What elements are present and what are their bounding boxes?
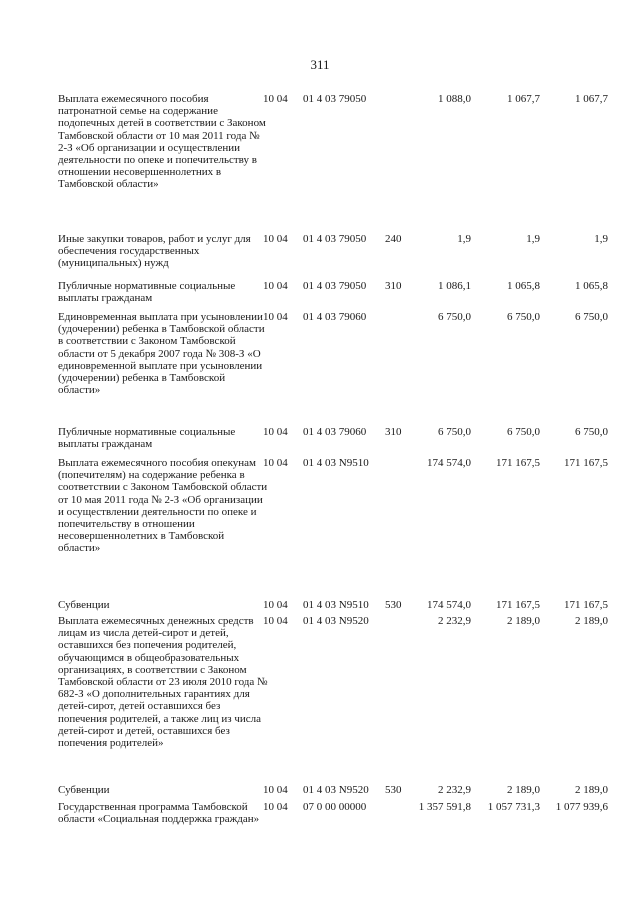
row-value-3: 1 065,8 <box>575 280 608 292</box>
row-target-code: 01 4 03 N9510 <box>303 599 369 611</box>
row-expense-type: 530 <box>385 599 402 611</box>
row-value-2: 171 167,5 <box>496 599 540 611</box>
row-target-code: 01 4 03 79050 <box>303 93 367 105</box>
row-value-3: 1 077 939,6 <box>555 801 608 813</box>
row-expense-type: 310 <box>385 280 402 292</box>
row-section: 10 04 <box>263 784 288 796</box>
row-value-3: 1,9 <box>594 233 608 245</box>
row-section: 10 04 <box>263 233 288 245</box>
row-description: Субвенции <box>58 784 110 796</box>
row-section: 10 04 <box>263 93 288 105</box>
row-value-3: 171 167,5 <box>564 599 608 611</box>
row-section: 10 04 <box>263 426 288 438</box>
row-value-3: 1 067,7 <box>575 93 608 105</box>
row-target-code: 01 4 03 79060 <box>303 311 367 323</box>
row-value-1: 6 750,0 <box>438 311 471 323</box>
row-description: Выплата ежемесячного пособия опекунам (попечителям) на содержание ребенка в соответствии с Законом Тамбовской области от 10 мая 2011 года № 2-З «Об организации и осуществлении деятельности по опеке и попечительству в отношении несовершеннолетних в Тамбовской области» <box>58 457 268 555</box>
row-value-1: 1 088,0 <box>438 93 471 105</box>
row-value-1: 1 086,1 <box>438 280 471 292</box>
row-section: 10 04 <box>263 599 288 611</box>
row-value-1: 2 232,9 <box>438 784 471 796</box>
row-description: Государственная программа Тамбовской области «Социальная поддержка граждан» <box>58 801 260 826</box>
row-value-1: 2 232,9 <box>438 615 471 627</box>
row-section: 10 04 <box>263 801 288 813</box>
row-value-1: 1,9 <box>457 233 471 245</box>
row-description: Публичные нормативные социальные выплаты гражданам <box>58 426 236 451</box>
row-description: Выплата ежемесячного пособия патронатной семье на содержание подопечных детей в соответствии с Законом Тамбовской области от 10 мая 2011 года № 2-З «Об организации и осуществлении деятельности по опеке и попечительству в отношении несовершеннолетних в Тамбовской области» <box>58 93 266 191</box>
row-target-code: 01 4 03 N9510 <box>303 457 369 469</box>
row-value-1: 1 357 591,8 <box>418 801 471 813</box>
row-target-code: 01 4 03 N9520 <box>303 784 369 796</box>
row-expense-type: 240 <box>385 233 402 245</box>
row-section: 10 04 <box>263 615 288 627</box>
row-target-code: 01 4 03 N9520 <box>303 615 369 627</box>
row-value-3: 2 189,0 <box>575 784 608 796</box>
row-value-3: 6 750,0 <box>575 426 608 438</box>
row-value-1: 174 574,0 <box>427 457 471 469</box>
row-value-2: 1 065,8 <box>507 280 540 292</box>
row-value-2: 1 067,7 <box>507 93 540 105</box>
row-description: Иные закупки товаров, работ и услуг для обеспечения государственных (муниципальных) нужд <box>58 233 251 270</box>
row-section: 10 04 <box>263 457 288 469</box>
row-value-1: 174 574,0 <box>427 599 471 611</box>
row-description: Публичные нормативные социальные выплаты гражданам <box>58 280 236 305</box>
row-value-2: 6 750,0 <box>507 426 540 438</box>
page-number: 311 <box>310 57 330 72</box>
row-value-3: 2 189,0 <box>575 615 608 627</box>
row-target-code: 01 4 03 79050 <box>303 280 367 292</box>
row-description: Субвенции <box>58 599 110 611</box>
row-target-code: 01 4 03 79050 <box>303 233 367 245</box>
row-expense-type: 530 <box>385 784 402 796</box>
row-value-3: 6 750,0 <box>575 311 608 323</box>
row-value-2: 1,9 <box>526 233 540 245</box>
row-value-2: 1 057 731,3 <box>487 801 540 813</box>
row-section: 10 04 <box>263 280 288 292</box>
row-value-2: 6 750,0 <box>507 311 540 323</box>
row-value-1: 6 750,0 <box>438 426 471 438</box>
row-section: 10 04 <box>263 311 288 323</box>
row-description: Единовременная выплата при усыновлении (удочерении) ребенка в Тамбовской области в соответствии с Законом Тамбовской области от 5 декабря 2007 года № 308-З «О единовременной выплате при усыновлении (удочерении) ребенка в Тамбовской области» <box>58 311 265 397</box>
row-value-2: 2 189,0 <box>507 615 540 627</box>
row-target-code: 07 0 00 00000 <box>303 801 367 813</box>
row-value-3: 171 167,5 <box>564 457 608 469</box>
row-description: Выплата ежемесячных денежных средств лицам из числа детей-сирот и детей, оставшихся без попечения родителей, обучающимся в общеобразовательных организациях, в соответствии с Законом Тамбовской области от 23 июля 2010 года № 682-З «О дополнительных гарантиях для детей-сирот, детей оставшихся без попечения родителей, а также лиц из числа детей-сирот и детей, оставшихся без попечения родителей» <box>58 615 268 750</box>
row-value-2: 2 189,0 <box>507 784 540 796</box>
row-target-code: 01 4 03 79060 <box>303 426 367 438</box>
row-value-2: 171 167,5 <box>496 457 540 469</box>
row-expense-type: 310 <box>385 426 402 438</box>
